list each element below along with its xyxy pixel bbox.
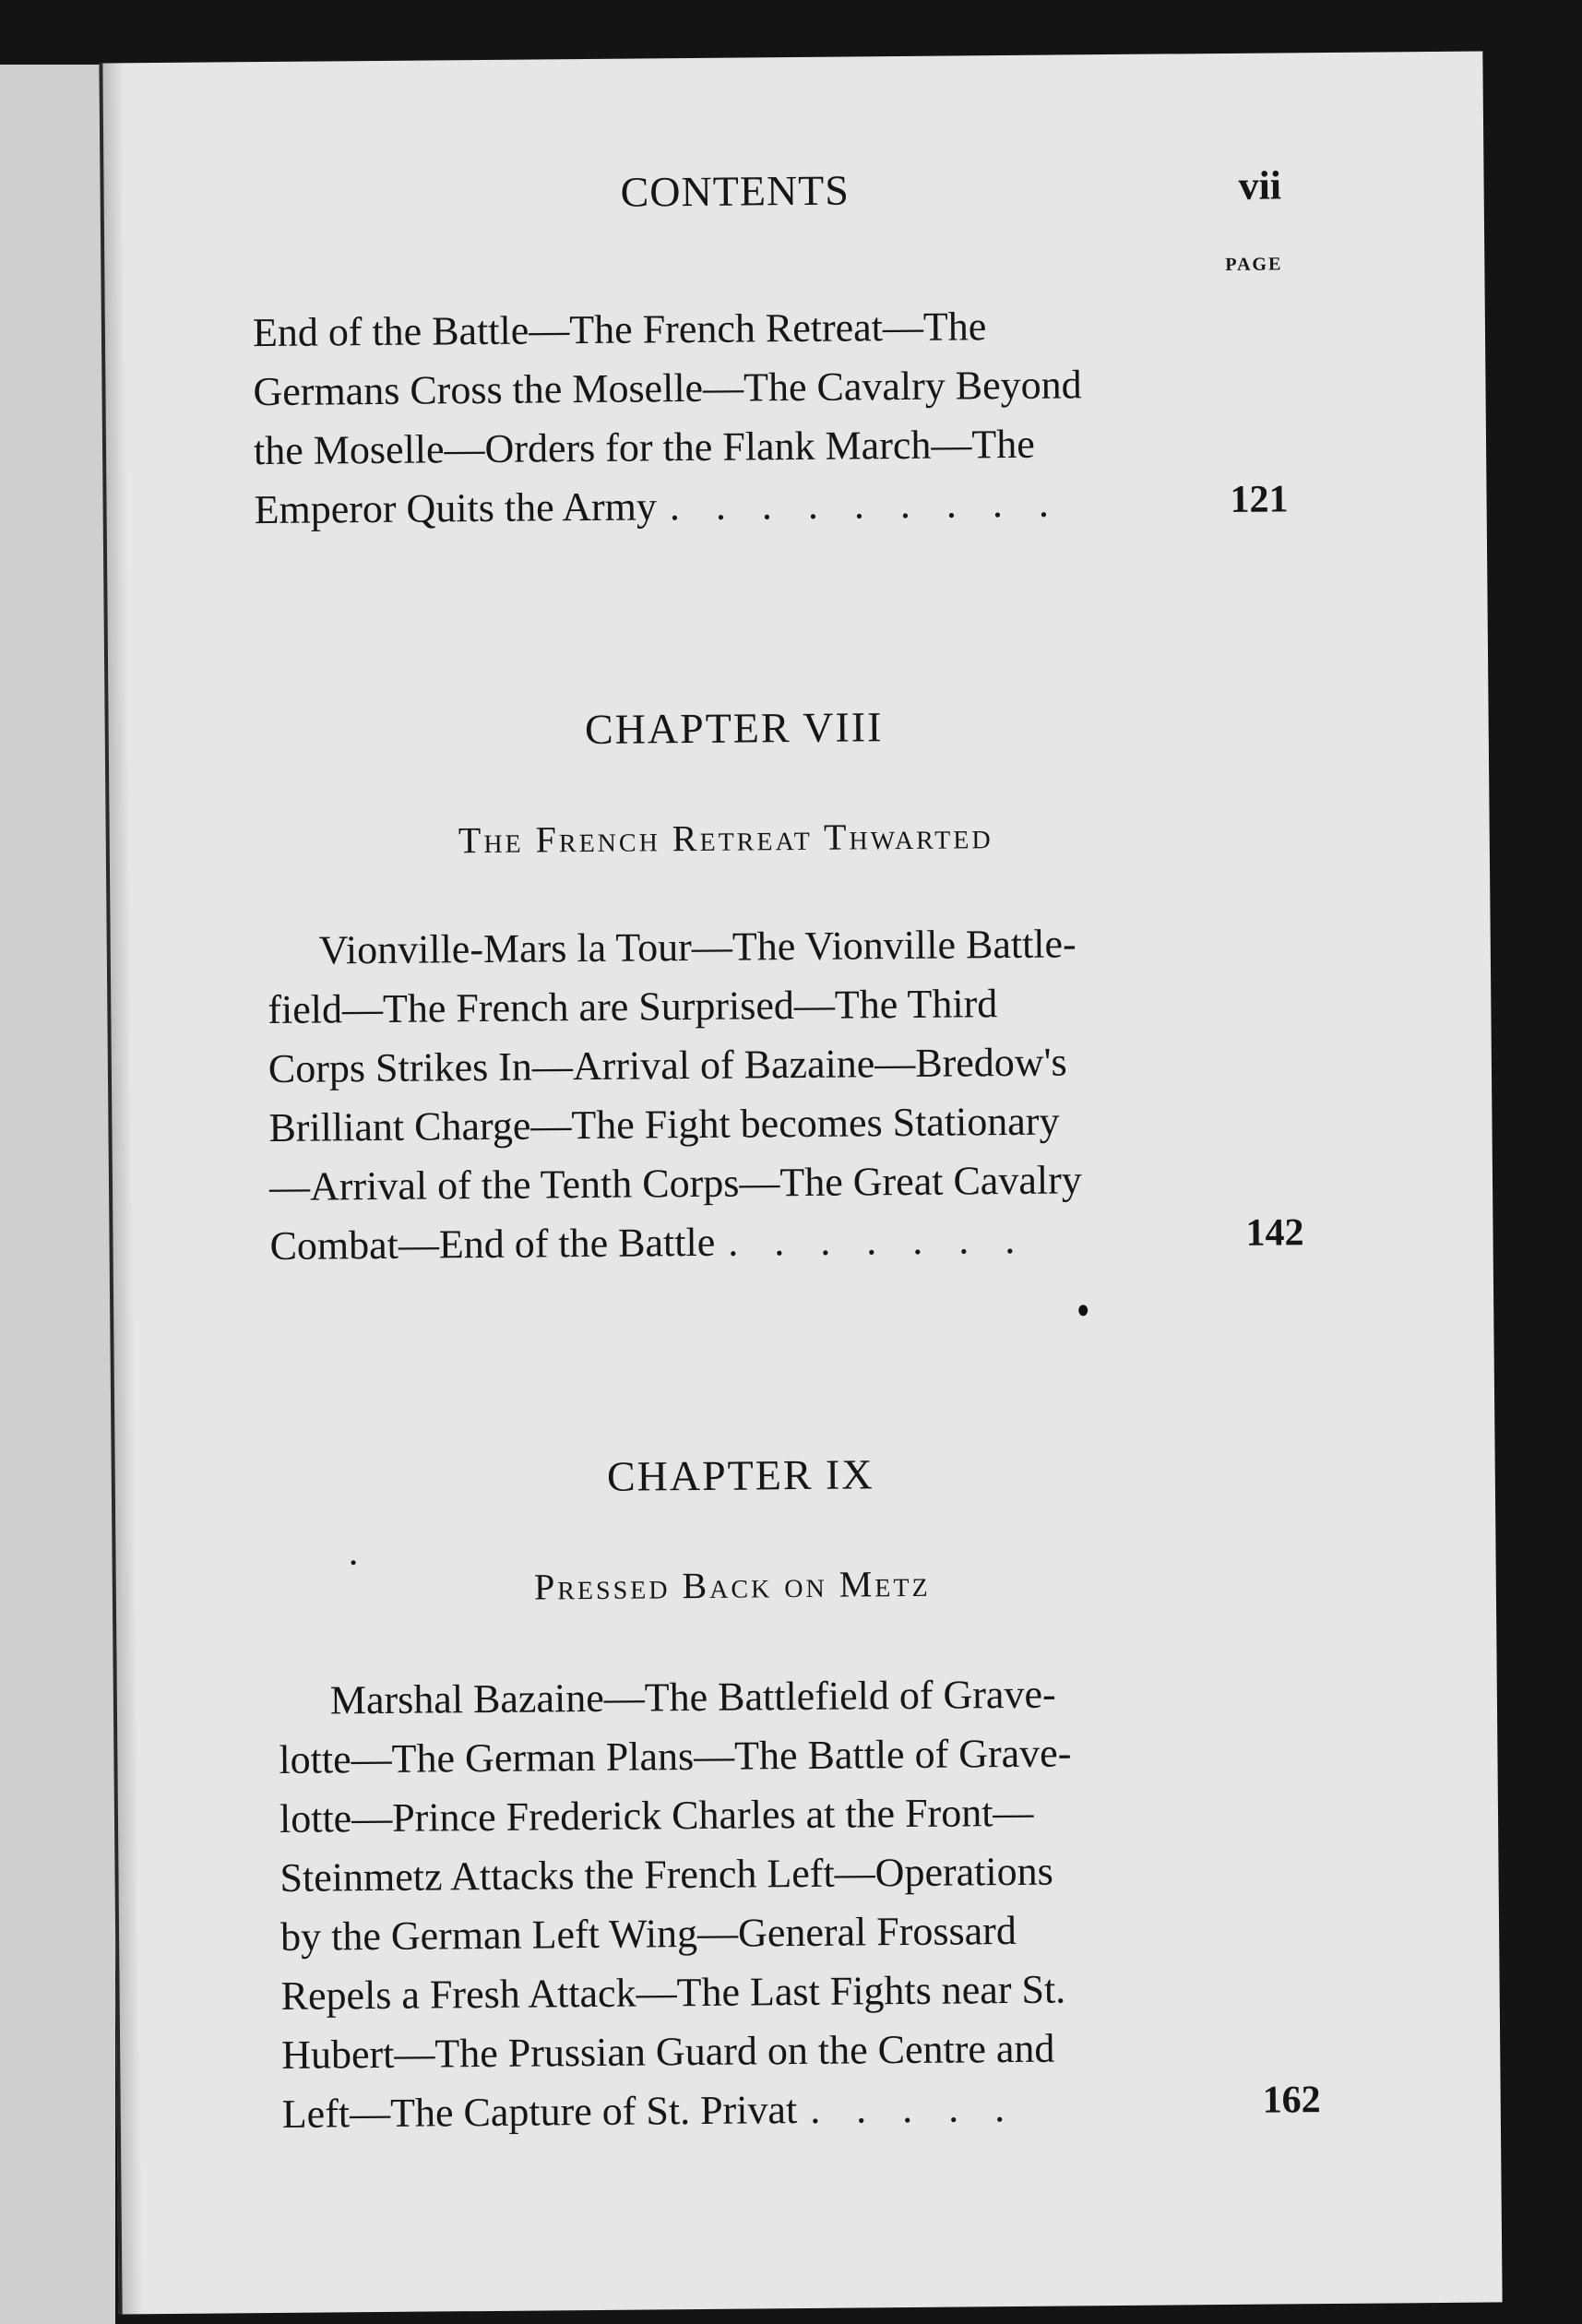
entry-line: by the German Left Wing—General Frossard [280,1907,1017,1960]
entry-line [282,2077,1243,2144]
facing-page-edge [0,65,115,2324]
entry-line: Marshal Bazaine—The Battlefield of Grave- [329,1671,1056,1723]
entry-line: lotte—Prince Frederick Charles at the Front— [279,1789,1034,1841]
entry-line: End of the Battle—The French Retreat—The [252,304,987,356]
entry-line [254,472,1214,540]
entry-line: field—The French are Surprised—The Third [268,981,998,1033]
dot-leader: . . . . . . . . . [669,480,1063,530]
entry-line: the Moselle—Orders for the Flank March—The [253,421,1036,474]
toc-entry-chapter-9 [279,1663,1242,2144]
dot-leader: . . . . . [809,2084,1018,2132]
entry-line: Steinmetz Attacks the French Left—Operations [280,1848,1053,1901]
entry-page-number: 162 [1262,2079,1321,2122]
chapter-title: The French Retreat Thwarted [458,815,993,862]
entry-page-number: 142 [1245,1211,1304,1255]
chapter-heading: CHAPTER VIII [584,703,884,754]
entry-line: Germans Cross the Moselle—The Cavalry Beyond [253,362,1082,415]
scan-speck [1078,1305,1088,1316]
entry-line: Brilliant Charge—The Fight becomes Stationary [268,1098,1060,1151]
toc-entry-continued [253,295,1214,540]
entry-line-text: Left—The Capture of St. Privat [281,2087,798,2137]
entry-line: Hubert—The Prussian Guard on the Centre and [281,2025,1055,2078]
entry-line-text: Combat—End of the Battle [269,1219,716,1269]
chapter-heading: CHAPTER IX [606,1450,874,1500]
scan-speck [351,1560,356,1565]
page-number: vii [1238,162,1282,209]
entry-line: Corps Strikes In—Arrival of Bazaine—Bredow's [268,1039,1067,1092]
entry-line: —Arrival of the Tenth Corps—The Great Cavalry [268,1157,1082,1210]
running-head: CONTENTS [620,166,850,216]
entry-page-number: 121 [1230,478,1289,521]
entry-line: lotte—The German Plans—The Battle of Grave- [279,1730,1072,1782]
entry-line: Vionville-Mars la Tour—The Vionville Battle- [318,921,1076,973]
entry-line [269,1209,1230,1276]
entry-line-text: Emperor Quits the Army [254,483,658,533]
chapter-title: Pressed Back on Metz [533,1562,931,1608]
book-page [99,52,1502,2315]
entry-line: Repels a Fresh Attack—The Last Fights near St. [280,1966,1066,2019]
page-column-label: PAGE [1225,254,1283,275]
dot-leader: . . . . . . . [728,1216,1029,1265]
toc-entry-chapter-8 [268,913,1230,1276]
